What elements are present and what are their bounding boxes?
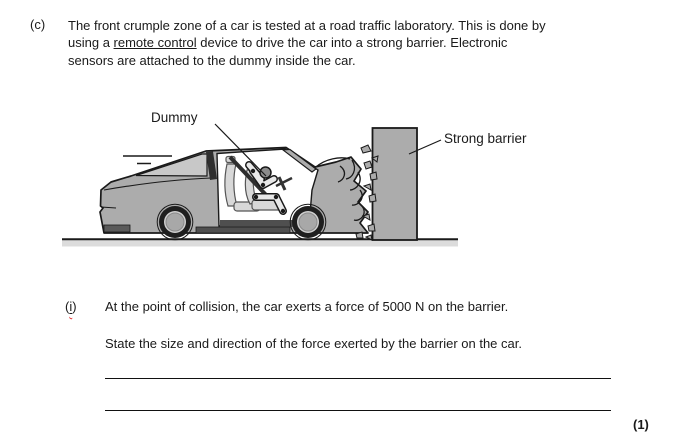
question-i-prompt: At the point of collision, the car exerts a force of 5000 N on the barrier. (105, 299, 509, 314)
question-c-line2-pre: using a (68, 35, 114, 51)
remote-control-underlined-text: remote control (113, 35, 197, 51)
question-c-line2-post: device to drive the car into a strong barrier. Electronic (196, 35, 508, 51)
sill-panel (196, 227, 290, 233)
barrier-block (373, 128, 418, 240)
front-wheel (290, 204, 326, 240)
question-c-line1: The front crumple zone of a car is tested at a road traffic laboratory. This is done by (68, 18, 546, 33)
marks-badge: (1) (633, 417, 649, 432)
rear-bumper (104, 225, 130, 232)
question-i-numeral: i (69, 299, 73, 314)
question-c-label: (c) (30, 17, 46, 32)
rear-quarter-window (136, 154, 207, 176)
rear-wheel (157, 204, 193, 240)
dummy-label: Dummy (151, 110, 198, 125)
question-c-line3: sensors are attached to the dummy inside the car. (68, 52, 356, 68)
strong-barrier-label: Strong barrier (444, 131, 527, 146)
car (100, 148, 368, 240)
question-i-paren-open: ( (65, 299, 70, 314)
dummy-head (260, 167, 271, 178)
question-i-paren-close: ) (72, 299, 77, 314)
question-i-instruction: State the size and direction of the force exerted by the barrier on the car. (105, 336, 522, 351)
